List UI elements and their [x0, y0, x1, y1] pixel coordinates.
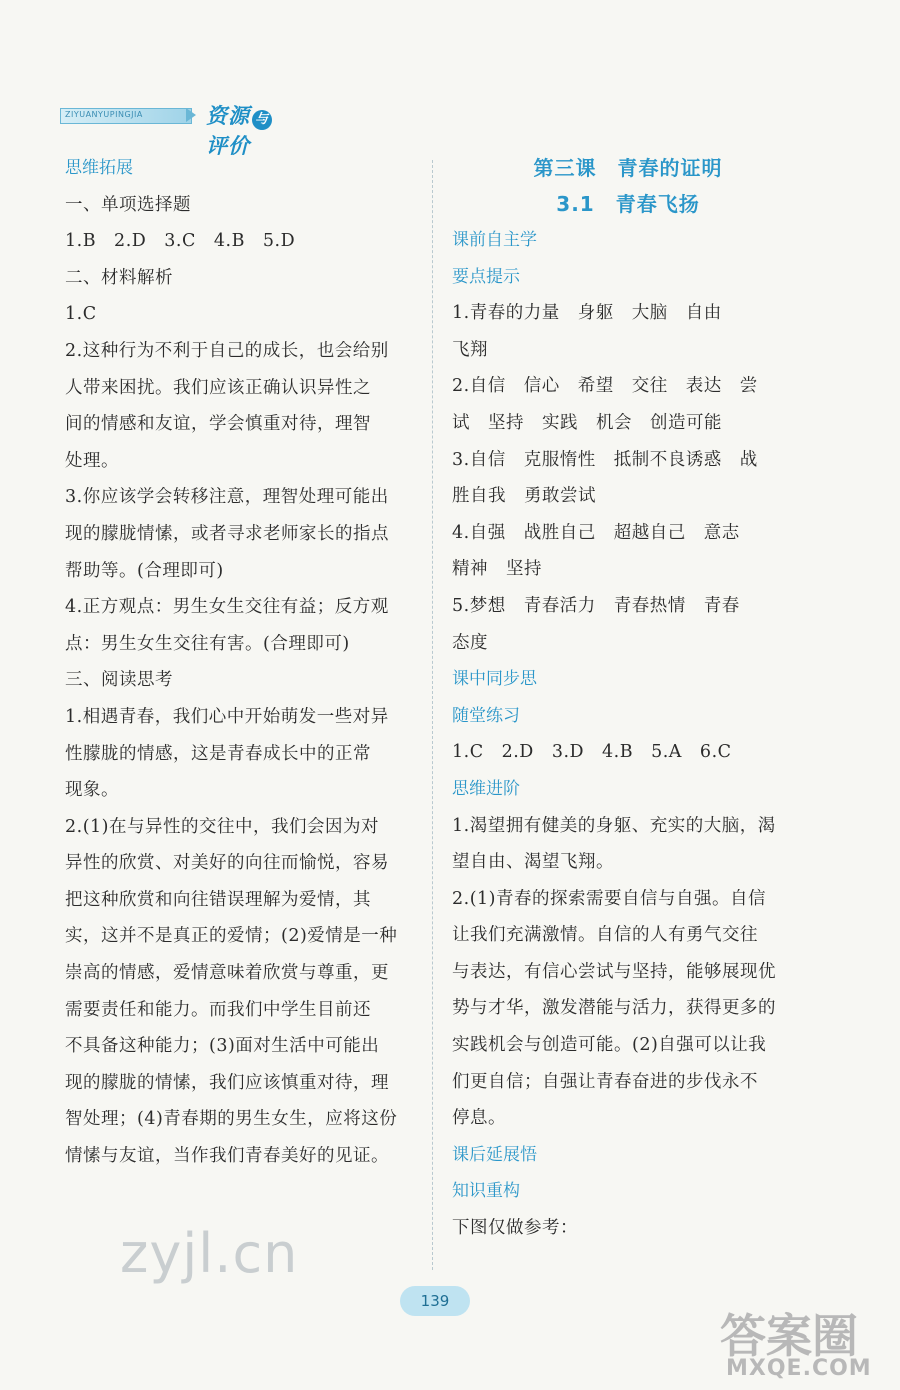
lesson-title: 第三课 青春的证明 — [533, 156, 723, 180]
text-line: 3.你应该学会转移注意，理智处理可能出 — [65, 487, 389, 508]
section-heading: 知识重构 — [452, 1181, 520, 1202]
text-line: 间的情感和友谊，学会慎重对待，理智 — [65, 414, 371, 435]
text-line: 试 坚持 实践 机会 创造可能 — [452, 412, 722, 433]
text-line: 让我们充满激情。自信的人有勇气交往 — [452, 925, 758, 946]
section-heading: 思维进阶 — [452, 778, 520, 799]
text-line: 3.自信 克服惰性 抵制不良诱惑 战 — [452, 449, 758, 470]
page-number: 139 — [400, 1286, 470, 1316]
logo-title-b: 评价 — [206, 134, 250, 158]
text-line: 不具备这种能力；(3)面对生活中可能出 — [65, 1036, 380, 1057]
text-line: 下图仅做参考： — [452, 1218, 578, 1239]
text-line: 们更自信；自强让青春奋进的步伐永不 — [452, 1071, 758, 1092]
text-line: 态度 — [452, 632, 488, 653]
text-line: 1.渴望拥有健美的身躯、充实的大脑，渴 — [452, 815, 776, 836]
text-line: 人带来困扰。我们应该正确认识异性之 — [65, 377, 371, 398]
text-line: 异性的欣赏、对美好的向往而愉悦，容易 — [65, 853, 389, 874]
text-line: 2.(1)在与异性的交往中，我们会因为对 — [65, 816, 379, 837]
logo-title-a: 资源 — [206, 104, 250, 128]
text-line: 望自由、渴望飞翔。 — [452, 852, 614, 873]
section-heading: 思维拓展 — [65, 158, 133, 178]
section-heading: 课中同步思 — [452, 669, 537, 690]
text-line: 实，这并不是真正的爱情；(2)爱情是一种 — [65, 926, 398, 947]
text-line: 精神 坚持 — [452, 559, 542, 580]
text-line: 4.自强 战胜自己 超越自己 意志 — [452, 522, 740, 543]
text-line: 1.C 2.D 3.D 4.B 5.A 6.C — [452, 742, 732, 763]
text-line: 二、材料解析 — [65, 267, 173, 288]
section-heading: 随堂练习 — [452, 705, 520, 726]
watermark-mxqe-small: MXQE.COM — [726, 1356, 872, 1381]
right-column — [452, 150, 804, 1247]
text-line: 势与才华，激发潜能与活力，获得更多的 — [452, 998, 776, 1019]
text-line: 与表达，有信心尝试与坚持，能够展现优 — [452, 961, 776, 982]
text-line: 1.青春的力量 身躯 大脑 自由 — [452, 303, 722, 324]
text-line: 情愫与友谊，当作我们青春美好的见证。 — [65, 1146, 389, 1167]
section-heading: 课后延展悟 — [452, 1144, 537, 1165]
logo-title-amp: 与 — [252, 110, 272, 130]
arrow-icon — [186, 108, 196, 122]
section-heading: 要点提示 — [452, 266, 520, 287]
text-line: 现的朦胧的情愫，我们应该慎重对待，理 — [65, 1072, 389, 1093]
text-line: 1.B 2.D 3.C 4.B 5.D — [65, 231, 296, 252]
text-line: 处理。 — [65, 450, 119, 471]
series-logo — [60, 98, 280, 158]
text-line: 现的朦胧情愫，或者寻求老师家长的指点 — [65, 523, 389, 544]
text-line: 4.正方观点：男生女生交往有益；反方观 — [65, 597, 389, 618]
text-line: 三、阅读思考 — [65, 670, 173, 691]
text-line: 2.这种行为不利于自己的成长，也会给别 — [65, 340, 389, 361]
text-line: 点：男生女生交往有害。(合理即可) — [65, 633, 350, 654]
text-line: 帮助等。(合理即可) — [65, 560, 224, 581]
text-line: 1.C — [65, 304, 97, 325]
text-line: 飞翔 — [452, 339, 488, 360]
column-divider — [432, 160, 433, 1270]
text-line: 智处理；(4)青春期的男生女生，应将这份 — [65, 1109, 398, 1130]
logo-strip — [60, 108, 192, 124]
logo-strip-text: ZIYUANYUPINGJIA — [65, 110, 143, 119]
text-line: 5.梦想 青春活力 青春热情 青春 — [452, 595, 740, 616]
watermark-mxqe — [700, 1300, 900, 1390]
text-line: 胜自我 勇敢尝试 — [452, 486, 596, 507]
text-line: 停息。 — [452, 1108, 506, 1129]
text-line: 2.自信 信心 希望 交往 表达 尝 — [452, 376, 758, 397]
text-line: 把这种欣赏和向往错误理解为爱情，其 — [65, 889, 371, 910]
text-line: 现象。 — [65, 780, 119, 801]
watermark-mxqe-big: 答案圈 — [720, 1309, 858, 1363]
text-line: 实践机会与创造可能。(2)自强可以让我 — [452, 1035, 767, 1056]
text-line: 崇高的情感，爱情意味着欣赏与尊重，更 — [65, 963, 389, 984]
text-line: 2.(1)青春的探索需要自信与自强。自信 — [452, 888, 766, 909]
watermark-zyjl: zyjl.cn — [120, 1222, 299, 1285]
text-line: 一、单项选择题 — [65, 194, 191, 215]
lesson-subtitle: 3.1 青春飞扬 — [556, 192, 700, 216]
text-line: 需要责任和能力。而我们中学生目前还 — [65, 999, 371, 1020]
section-heading: 课前自主学 — [452, 230, 537, 250]
left-column — [65, 150, 420, 1175]
text-line: 性朦胧的情感，这是青春成长中的正常 — [65, 743, 371, 764]
text-line: 1.相遇青春，我们心中开始萌发一些对异 — [65, 706, 389, 727]
